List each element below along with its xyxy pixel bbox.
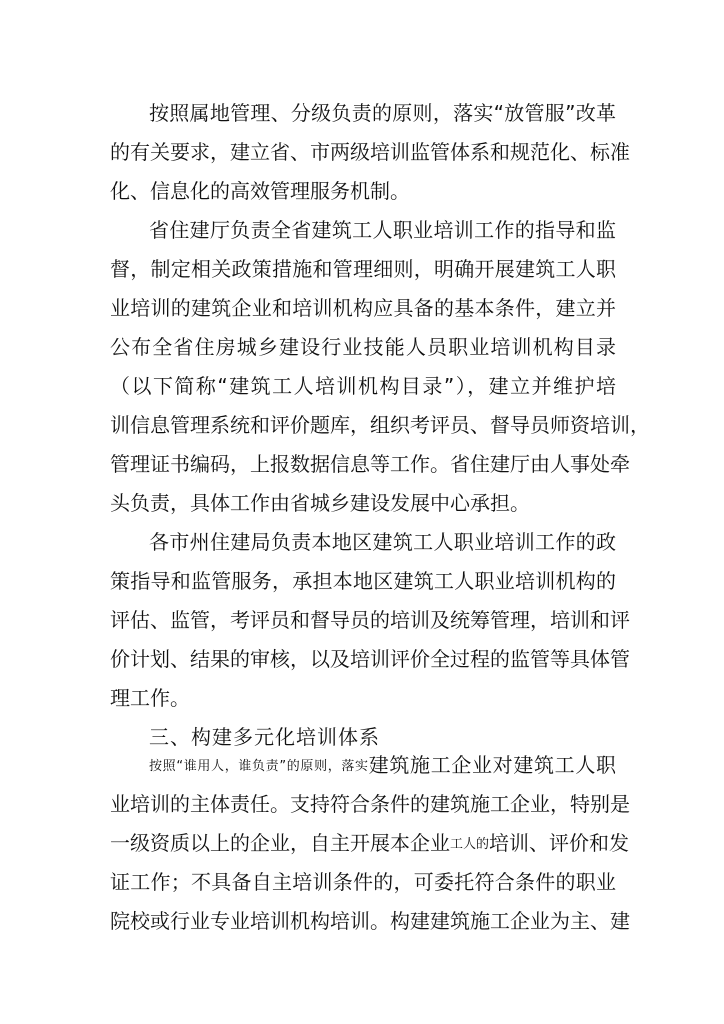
text-segment: 培训、评价和发 (489, 831, 630, 855)
small-text: 工人的 (450, 837, 490, 852)
section-heading: 三、构建多元化培训体系 (149, 725, 380, 749)
text-segment: 一级资质以上的企业，自主开展本企业 (110, 831, 450, 855)
text-line: （以下简称“建筑工人培训机构目录”），建立并维护培 (110, 374, 616, 398)
text-line: 公布全省住房城乡建设行业技能人员职业培训机构目录 (110, 335, 616, 359)
text-line: 证工作；不具备自主培训条件的，可委托符合条件的职业 (110, 870, 616, 894)
text-line: 价计划、结果的审核，以及培训评价全过程的监管等具体管 (110, 647, 630, 671)
text-segment: 建筑施工企业对建筑工人职 (368, 753, 616, 777)
text-line: 管理证书编码，上报数据信息等工作。省住建厅由人事处牵 (110, 452, 630, 476)
text-line: 省住建厅负责全省建筑工人职业培训工作的指导和监 (149, 218, 616, 242)
text-line: 的有关要求，建立省、市两级培训监管体系和规范化、标准 (110, 140, 630, 164)
text-line: 化、信息化的高效管理服务机制。 (110, 179, 410, 203)
small-text: 按照“谁用人，谁负责”的原则，落实 (149, 759, 369, 774)
text-line: 业培训的主体责任。支持符合条件的建筑施工企业，特别是 (110, 792, 630, 816)
text-line: 训信息管理系统和评价题库，组织考评员、督导员师资培训， (110, 413, 650, 437)
text-line (149, 746, 616, 784)
text-line: 督，制定相关政策措施和管理细则，明确开展建筑工人职 (110, 257, 616, 281)
text-line: 评估、监管，考评员和督导员的培训及统筹管理，培训和评 (110, 608, 630, 632)
text-line: 头负责，具体工作由省城乡建设发展中心承担。 (110, 491, 530, 515)
text-line: 按照属地管理、分级负责的原则，落实“放管服”改革 (149, 101, 616, 125)
text-line: 策指导和监管服务，承担本地区建筑工人职业培训机构的 (110, 569, 616, 593)
text-line (110, 824, 630, 862)
text-line: 业培训的建筑企业和培训机构应具备的基本条件，建立并 (110, 296, 616, 320)
text-line: 理工作。 (110, 686, 190, 710)
text-line: 院校或行业专业培训机构培训。构建建筑施工企业为主、建 (110, 909, 630, 933)
text-line: 各市州住建局负责本地区建筑工人职业培训工作的政 (149, 530, 616, 554)
